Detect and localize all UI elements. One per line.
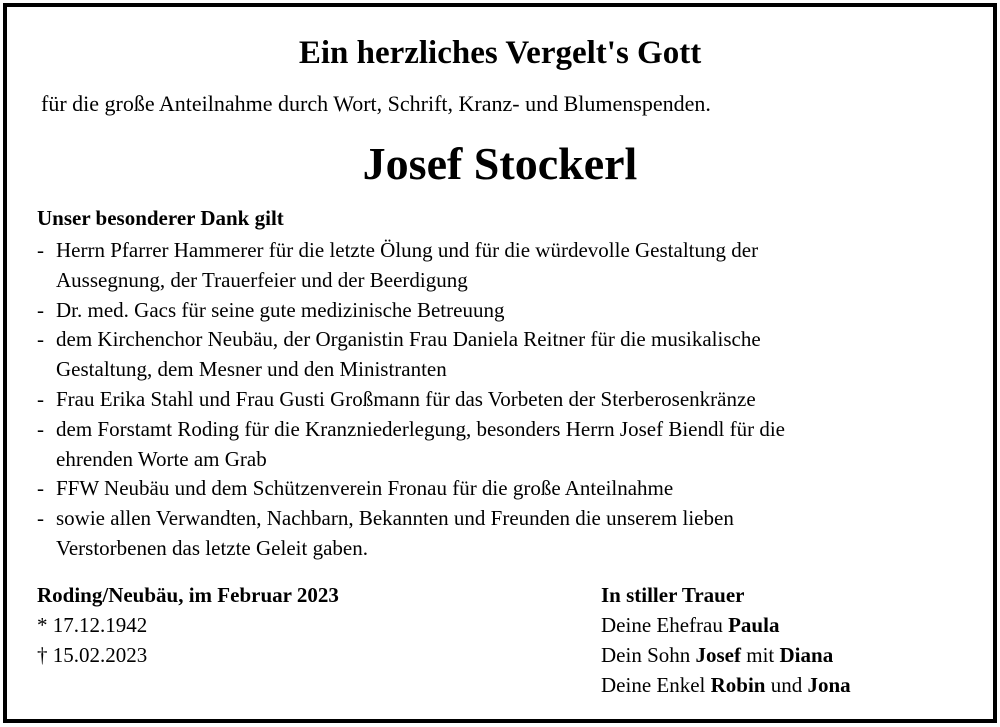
- thanks-item-line: dem Forstamt Roding für die Kranzniederlegung, besonders Herrn Josef Biendl für die: [56, 416, 785, 441]
- bullet-dash: -: [37, 386, 44, 411]
- thanks-item: [37, 325, 785, 385]
- wife-prefix: Deine Ehefrau: [601, 613, 723, 637]
- bullet-dash: -: [37, 416, 44, 441]
- family-wife: [601, 610, 851, 640]
- bullet-dash: -: [37, 327, 44, 352]
- thanks-item: [37, 474, 785, 504]
- bullet-dash: -: [37, 506, 44, 531]
- thanks-item-line: FFW Neubäu und dem Schützenverein Fronau für die große Anteilnahme: [56, 476, 674, 501]
- deceased-name: Josef Stockerl: [362, 138, 638, 189]
- thanks-item-line: dem Kirchenchor Neubäu, der Organistin Frau Daniela Reitner für die musikalische: [56, 327, 761, 352]
- thanks-item: [37, 296, 785, 326]
- thanks-item: [37, 415, 785, 475]
- grandchildren-and: und: [770, 673, 803, 697]
- notice-title: Ein herzliches Vergelt's Gott: [298, 35, 702, 71]
- thanks-item-line: Dr. med. Gacs für seine gute medizinische Betreuung: [56, 297, 505, 322]
- son-partner: Diana: [779, 643, 834, 667]
- thanks-item-line: Aussegnung, der Trauerfeier und der Beerdigung: [56, 267, 468, 292]
- thanks-item-line: Herrn Pfarrer Hammerer für die letzte Ölung und für die würdevolle Gestaltung der: [56, 238, 759, 262]
- thanks-heading: Unser besonderer Dank gilt: [37, 206, 284, 230]
- bullet-dash: -: [37, 297, 44, 322]
- grandchild-2: Jona: [807, 673, 851, 697]
- mourning-heading: In stiller Trauer: [601, 583, 745, 607]
- footer-left: [37, 580, 339, 670]
- thanks-item: [37, 385, 785, 415]
- son-with: mit: [746, 643, 775, 667]
- thanks-list: [37, 236, 785, 564]
- family-son: [601, 640, 851, 670]
- thanks-item-line: Gestaltung, dem Mesner und den Ministranten: [56, 357, 447, 382]
- bullet-dash: -: [37, 238, 44, 262]
- thanks-item-line: ehrenden Worte am Grab: [56, 446, 267, 471]
- son-name: Josef: [695, 643, 741, 667]
- family-grandchildren: [601, 670, 851, 700]
- grandchildren-prefix: Deine Enkel: [601, 673, 706, 697]
- death-date: † 15.02.2023: [37, 643, 148, 667]
- notice-subtitle: für die große Anteilnahme durch Wort, Schrift, Kranz- und Blumenspenden.: [41, 91, 711, 116]
- thanks-item-line: Frau Erika Stahl und Frau Gusti Großmann für das Vorbeten der Sterberosenkränze: [56, 386, 756, 411]
- thanks-item: [37, 504, 785, 564]
- thanks-item-line: sowie allen Verwandten, Nachbarn, Bekannten und Freunden die unserem lieben: [56, 506, 734, 531]
- thanks-item: [37, 236, 785, 296]
- son-prefix: Dein Sohn: [601, 643, 691, 667]
- bullet-dash: -: [37, 476, 44, 501]
- wife-name: Paula: [728, 613, 780, 637]
- birth-date: * 17.12.1942: [37, 613, 148, 637]
- thanks-item-line: Verstorbenen das letzte Geleit gaben.: [56, 535, 368, 560]
- place-date: Roding/Neubäu, im Februar 2023: [37, 583, 339, 607]
- grandchild-1: Robin: [710, 673, 766, 697]
- footer-right: [601, 580, 851, 700]
